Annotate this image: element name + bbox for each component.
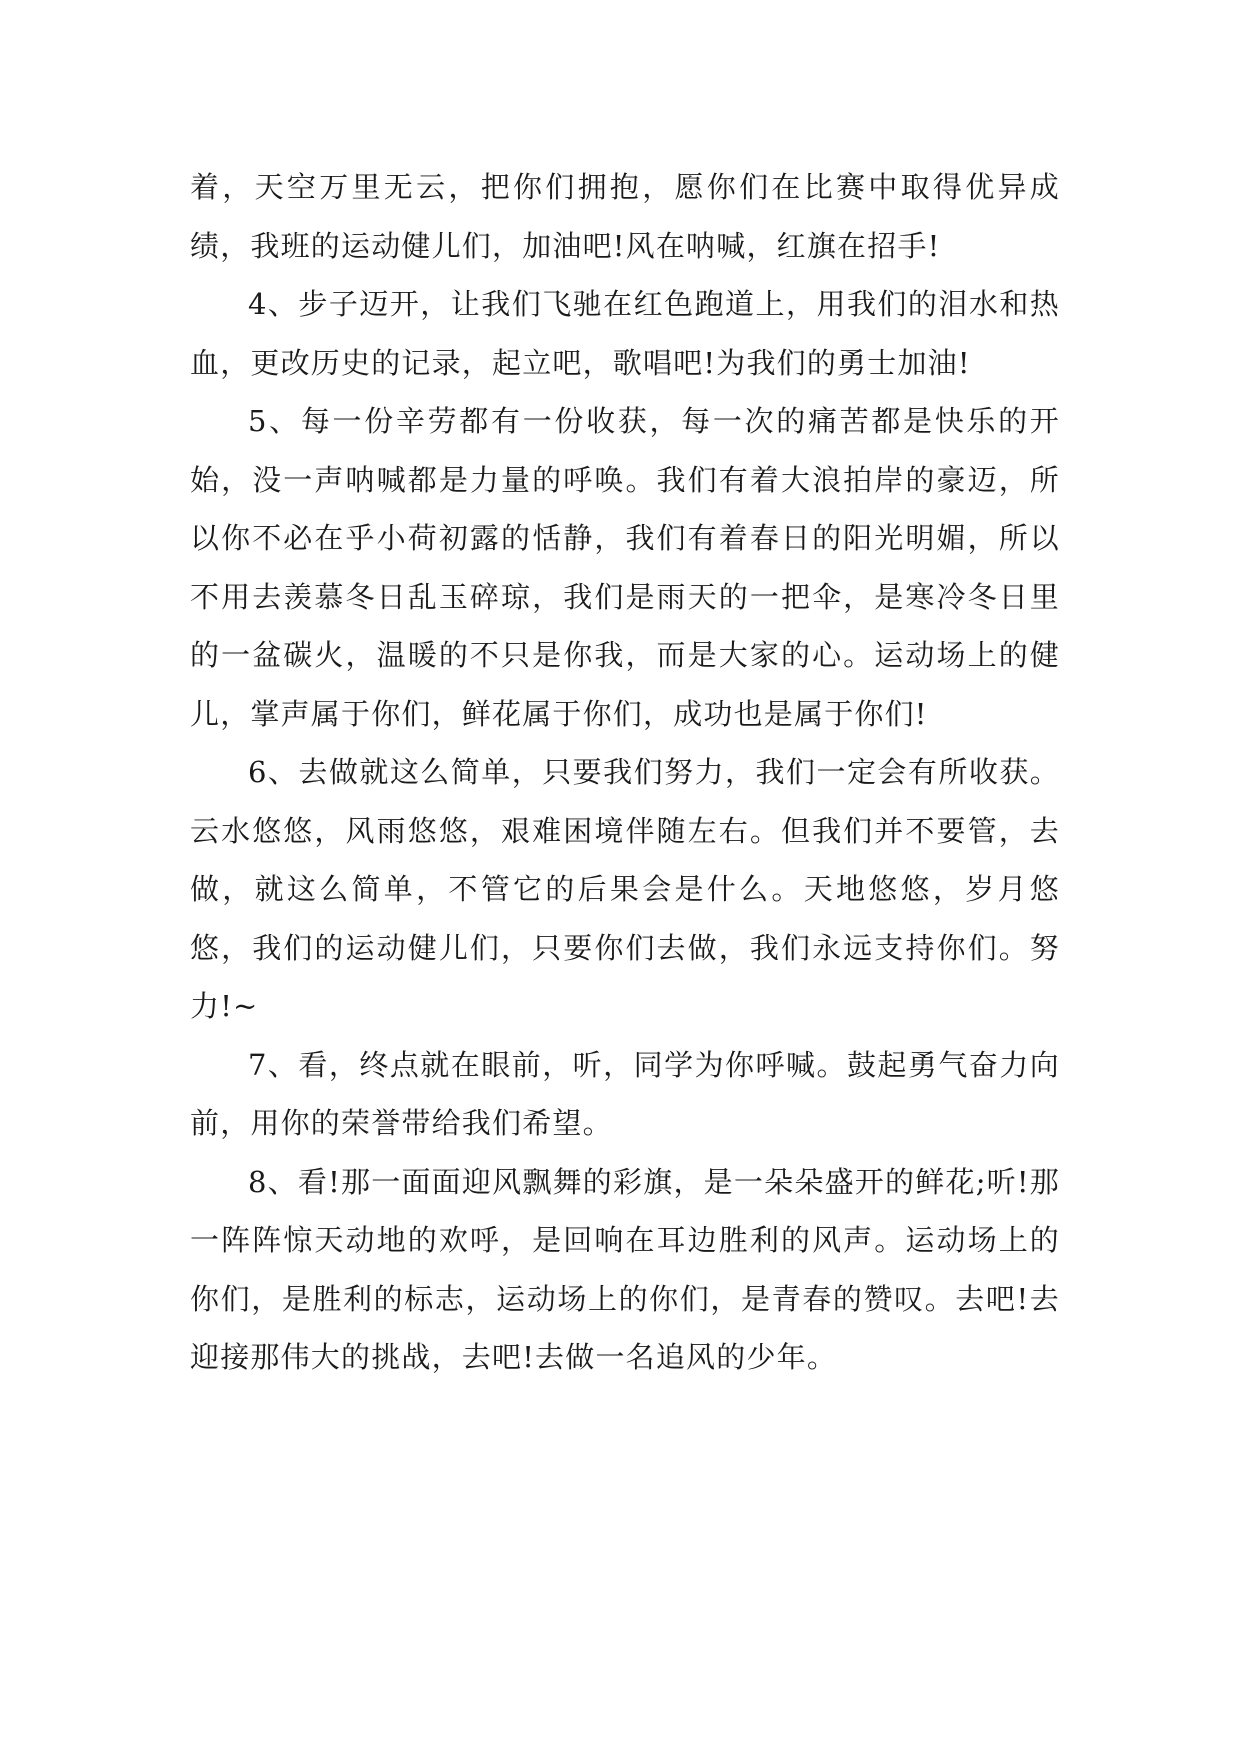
paragraph-continued: 着，天空万里无云，把你们拥抱，愿你们在比赛中取得优异成绩，我班的运动健儿们，加油吧!风在呐喊，红旗在招手! xyxy=(190,170,1060,263)
paragraph-7: 7、看，终点就在眼前，听，同学为你呼喊。鼓起勇气奋力向前，用你的荣誉带给我们希望。 xyxy=(190,1047,1060,1140)
paragraph-5: 5、每一份辛劳都有一份收获，每一次的痛苦都是快乐的开始，没一声呐喊都是力量的呼唤。我们有着大浪拍岸的豪迈，所以你不必在乎小荷初露的恬静，我们有着春日的阳光明媚，所以不用去羡慕冬日乱玉碎琼，我们是雨天的一把伞，是寒冷冬日里的一盆碳火，温暖的不只是你我，而是大家的心。运动场上的健儿，掌声属于你们，鲜花属于你们，成功也是属于你们! xyxy=(190,404,1060,731)
paragraph-4: 4、步子迈开，让我们飞驰在红色跑道上，用我们的泪水和热血，更改历史的记录，起立吧，歌唱吧!为我们的勇士加油! xyxy=(190,287,1060,380)
paragraph-8: 8、看!那一面面迎风飘舞的彩旗，是一朵朵盛开的鲜花;听!那一阵阵惊天动地的欢呼，是回响在耳边胜利的风声。运动场上的你们，是胜利的标志，运动场上的你们，是青春的赞叹。去吧!去迎接那伟大的挑战，去吧!去做一名追风的少年。 xyxy=(190,1164,1060,1374)
document-body xyxy=(190,158,1060,1387)
paragraph-6: 6、去做就这么简单，只要我们努力，我们一定会有所收获。云水悠悠，风雨悠悠，艰难困境伴随左右。但我们并不要管，去做，就这么简单，不管它的后果会是什么。天地悠悠，岁月悠悠，我们的运动健儿们，只要你们去做，我们永远支持你们。努力!~ xyxy=(190,755,1060,1023)
